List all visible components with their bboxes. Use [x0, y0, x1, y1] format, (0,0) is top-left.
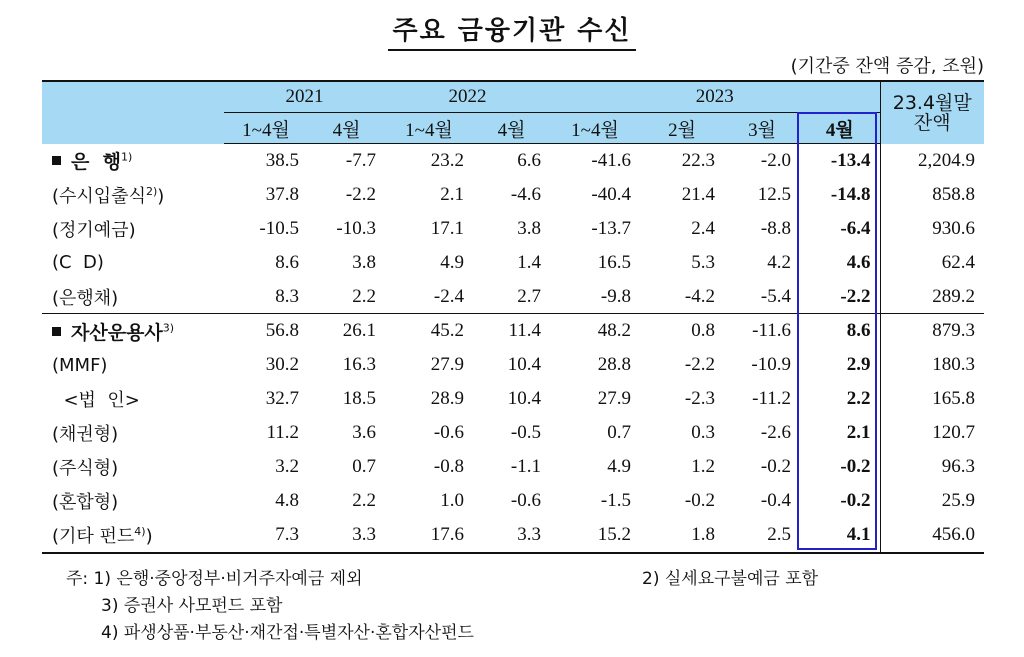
value-cell: 4.2: [767, 251, 791, 273]
value-cell: -11.6: [724, 314, 800, 348]
highlight-cell: 4.6: [846, 251, 871, 273]
value-cell: 21.4: [681, 183, 715, 205]
highlight-cell: 2.1: [846, 422, 871, 444]
balance-cell: 180.3: [880, 348, 984, 382]
footnote-2: 2) 실세요구불예금 포함: [642, 569, 819, 589]
row-label: [42, 280, 224, 314]
year-2022: 2022: [385, 81, 550, 113]
value-cell: 30.2: [265, 354, 299, 376]
value-cell: -4.6: [510, 183, 541, 205]
balance-header-line2: 잔액: [913, 111, 951, 134]
footnote-marker: 4): [134, 524, 146, 538]
value-cell: 1.2: [691, 455, 715, 477]
value-cell: -1.1: [510, 455, 541, 477]
value-cell: 28.8: [597, 354, 631, 376]
value-cell: -40.4: [591, 183, 631, 205]
value-cell: -0.6: [433, 422, 464, 444]
table-row: [42, 450, 984, 484]
row-label-text: (정기예금): [52, 219, 136, 241]
table-row: [42, 144, 984, 178]
col-2021-jan-apr: 1~4월: [224, 113, 308, 144]
highlight-cell: 8.6: [800, 314, 880, 348]
col-2022-jan-apr: 1~4월: [385, 113, 473, 144]
bullet-icon: [52, 156, 61, 165]
row-label-text: (주식형): [52, 457, 119, 479]
balance-cell: 96.3: [880, 450, 984, 484]
row-label: [42, 212, 224, 246]
value-cell: -2.2: [345, 183, 376, 205]
value-cell: 15.2: [550, 518, 640, 553]
value-cell: 28.9: [430, 388, 464, 410]
value-cell: -0.4: [760, 489, 791, 511]
value-cell: -2.3: [684, 388, 715, 410]
value-cell: -10.3: [336, 217, 376, 239]
value-cell: 22.3: [681, 149, 715, 171]
value-cell: 11.4: [473, 314, 550, 348]
row-label-text: 은 행: [71, 151, 121, 174]
table-row: [42, 518, 984, 553]
balance-header-line1: 23.4월말: [892, 91, 972, 114]
row-label: [42, 382, 224, 416]
highlight-cell: -0.2: [840, 455, 871, 477]
table-row: [42, 178, 984, 212]
balance-cell: 456.0: [880, 518, 984, 553]
value-cell: 7.3: [224, 518, 308, 553]
bullet-icon: [52, 327, 61, 336]
value-cell: -10.9: [751, 354, 791, 376]
highlight-cell: -6.4: [840, 217, 871, 239]
balance-cell: 62.4: [880, 246, 984, 280]
table-row: [42, 382, 984, 416]
value-cell: 56.8: [224, 314, 308, 348]
value-cell: -1.5: [600, 489, 631, 511]
footnote-marker: 2): [145, 184, 158, 198]
footnote-marker: 3): [162, 321, 175, 335]
balance-cell: 930.6: [880, 212, 984, 246]
value-cell: 3.8: [352, 251, 376, 273]
row-label-text: (채권형): [52, 424, 119, 446]
value-cell: -9.8: [600, 285, 631, 307]
value-cell: 12.5: [757, 183, 791, 205]
footnote-4: 4) 파생상품·부동산·재간접·특별자산·혼합자산펀드: [101, 623, 474, 643]
value-cell: -7.7: [345, 149, 376, 171]
value-cell: -11.2: [752, 388, 791, 410]
balance-header: [880, 81, 984, 144]
value-cell: 27.9: [430, 354, 464, 376]
value-cell: 27.9: [597, 388, 631, 410]
value-cell: 3.6: [352, 422, 376, 444]
year-2021: 2021: [224, 81, 385, 113]
value-cell: 0.8: [640, 314, 724, 348]
value-cell: 17.1: [430, 217, 464, 239]
balance-cell: 858.8: [880, 178, 984, 212]
value-cell: 38.5: [265, 149, 299, 171]
value-cell: 4.9: [607, 455, 631, 477]
footnote-marker: 1): [120, 150, 133, 164]
value-cell: -0.2: [760, 455, 791, 477]
value-cell: 3.3: [308, 518, 385, 553]
row-label: [42, 518, 224, 553]
value-cell: -0.8: [433, 455, 464, 477]
value-cell: 16.3: [342, 354, 376, 376]
table-row: [42, 348, 984, 382]
footnotes: [66, 566, 474, 647]
value-cell: 23.2: [430, 149, 464, 171]
value-cell: 45.2: [385, 314, 473, 348]
year-2023: 2023: [550, 81, 880, 113]
balance-cell: 165.8: [880, 382, 984, 416]
value-cell: -2.6: [760, 422, 791, 444]
balance-cell: 879.3: [880, 314, 984, 348]
col-2022-apr: 4월: [473, 113, 550, 144]
highlight-cell: -2.2: [840, 285, 871, 307]
value-cell: 8.6: [275, 251, 299, 273]
row-label-tail: ): [145, 525, 153, 547]
value-cell: 0.7: [607, 422, 631, 444]
balance-cell: 120.7: [880, 416, 984, 450]
row-label-text: (기타 펀드: [52, 525, 135, 547]
balance-cell: 289.2: [880, 280, 984, 314]
value-cell: 1.8: [640, 518, 724, 553]
value-cell: 26.1: [308, 314, 385, 348]
footnote-1: 주: 1) 은행·중앙정부·비거주자예금 제외: [66, 569, 363, 589]
value-cell: 16.5: [597, 251, 631, 273]
deposit-table: [42, 80, 984, 554]
value-cell: -5.4: [760, 285, 791, 307]
value-cell: 2.7: [517, 285, 541, 307]
highlight-cell: 2.2: [846, 388, 871, 410]
row-label-text: (MMF): [52, 354, 108, 376]
value-cell: 0.7: [352, 455, 376, 477]
col-2023-jan-apr: 1~4월: [550, 113, 640, 144]
value-cell: -0.5: [510, 422, 541, 444]
value-cell: -2.0: [760, 149, 791, 171]
value-cell: 2.1: [440, 183, 464, 205]
row-label: [42, 416, 224, 450]
value-cell: 4.8: [275, 489, 299, 511]
unit-label: (기간중 잔액 증감, 조원): [790, 56, 984, 77]
table-row: [42, 484, 984, 518]
row-label-text: 자산운용사: [71, 321, 163, 344]
value-cell: 3.8: [517, 217, 541, 239]
value-cell: 8.3: [275, 285, 299, 307]
value-cell: 3.2: [275, 455, 299, 477]
row-label: [42, 484, 224, 518]
value-cell: 11.2: [266, 422, 299, 444]
value-cell: 17.6: [385, 518, 473, 553]
value-cell: 3.3: [473, 518, 550, 553]
table-row: [42, 314, 984, 348]
col-2023-apr: 4월: [800, 113, 880, 144]
value-cell: 32.7: [265, 388, 299, 410]
value-cell: 2.4: [691, 217, 715, 239]
value-cell: -2.2: [684, 354, 715, 376]
value-cell: 37.8: [265, 183, 299, 205]
col-2023-mar: 3월: [724, 113, 800, 144]
value-cell: -41.6: [591, 149, 631, 171]
table-row: [42, 280, 984, 314]
value-cell: 0.3: [691, 422, 715, 444]
table-row: [42, 212, 984, 246]
value-cell: 2.2: [352, 285, 376, 307]
row-label: [42, 450, 224, 484]
row-label-text: <법 인>: [52, 390, 140, 412]
value-cell: 2.2: [352, 489, 376, 511]
value-cell: -8.8: [760, 217, 791, 239]
value-cell: 1.0: [440, 489, 464, 511]
value-cell: 5.3: [691, 251, 715, 273]
value-cell: 2.5: [724, 518, 800, 553]
col-2021-apr: 4월: [308, 113, 385, 144]
balance-cell: 25.9: [880, 484, 984, 518]
highlight-cell: 4.1: [800, 518, 880, 553]
row-label-text: (C D): [52, 252, 104, 274]
row-label-tail: ): [157, 185, 165, 207]
value-cell: 1.4: [517, 251, 541, 273]
table-row: [42, 246, 984, 280]
value-cell: -2.4: [433, 285, 464, 307]
value-cell: 10.4: [507, 388, 541, 410]
row-label: [42, 178, 224, 212]
row-label-text: (혼합형): [52, 491, 119, 513]
value-cell: 18.5: [342, 388, 376, 410]
page-title: 주요 금융기관 수신: [0, 10, 1024, 47]
row-label: [42, 144, 224, 178]
value-cell: 6.6: [517, 149, 541, 171]
value-cell: -4.2: [684, 285, 715, 307]
highlight-cell: -0.2: [840, 489, 871, 511]
row-label-text: (수시입출식: [52, 185, 146, 207]
value-cell: -0.2: [684, 489, 715, 511]
value-cell: 10.4: [507, 354, 541, 376]
value-cell: -0.6: [510, 489, 541, 511]
header-corner: [42, 81, 224, 144]
row-label: [42, 314, 224, 348]
row-label: [42, 246, 224, 280]
value-cell: 4.9: [440, 251, 464, 273]
highlight-cell: -14.8: [830, 183, 871, 205]
table-row: [42, 416, 984, 450]
value-cell: 48.2: [550, 314, 640, 348]
balance-cell: 2,204.9: [880, 144, 984, 178]
row-label-text: (은행채): [52, 287, 119, 309]
col-2023-feb: 2월: [640, 113, 724, 144]
highlight-cell: -13.4: [830, 149, 871, 171]
highlight-cell: 2.9: [846, 354, 871, 376]
value-cell: -10.5: [259, 217, 299, 239]
value-cell: -13.7: [591, 217, 631, 239]
row-label: [42, 348, 224, 382]
footnote-3: 3) 증권사 사모펀드 포함: [101, 596, 283, 616]
